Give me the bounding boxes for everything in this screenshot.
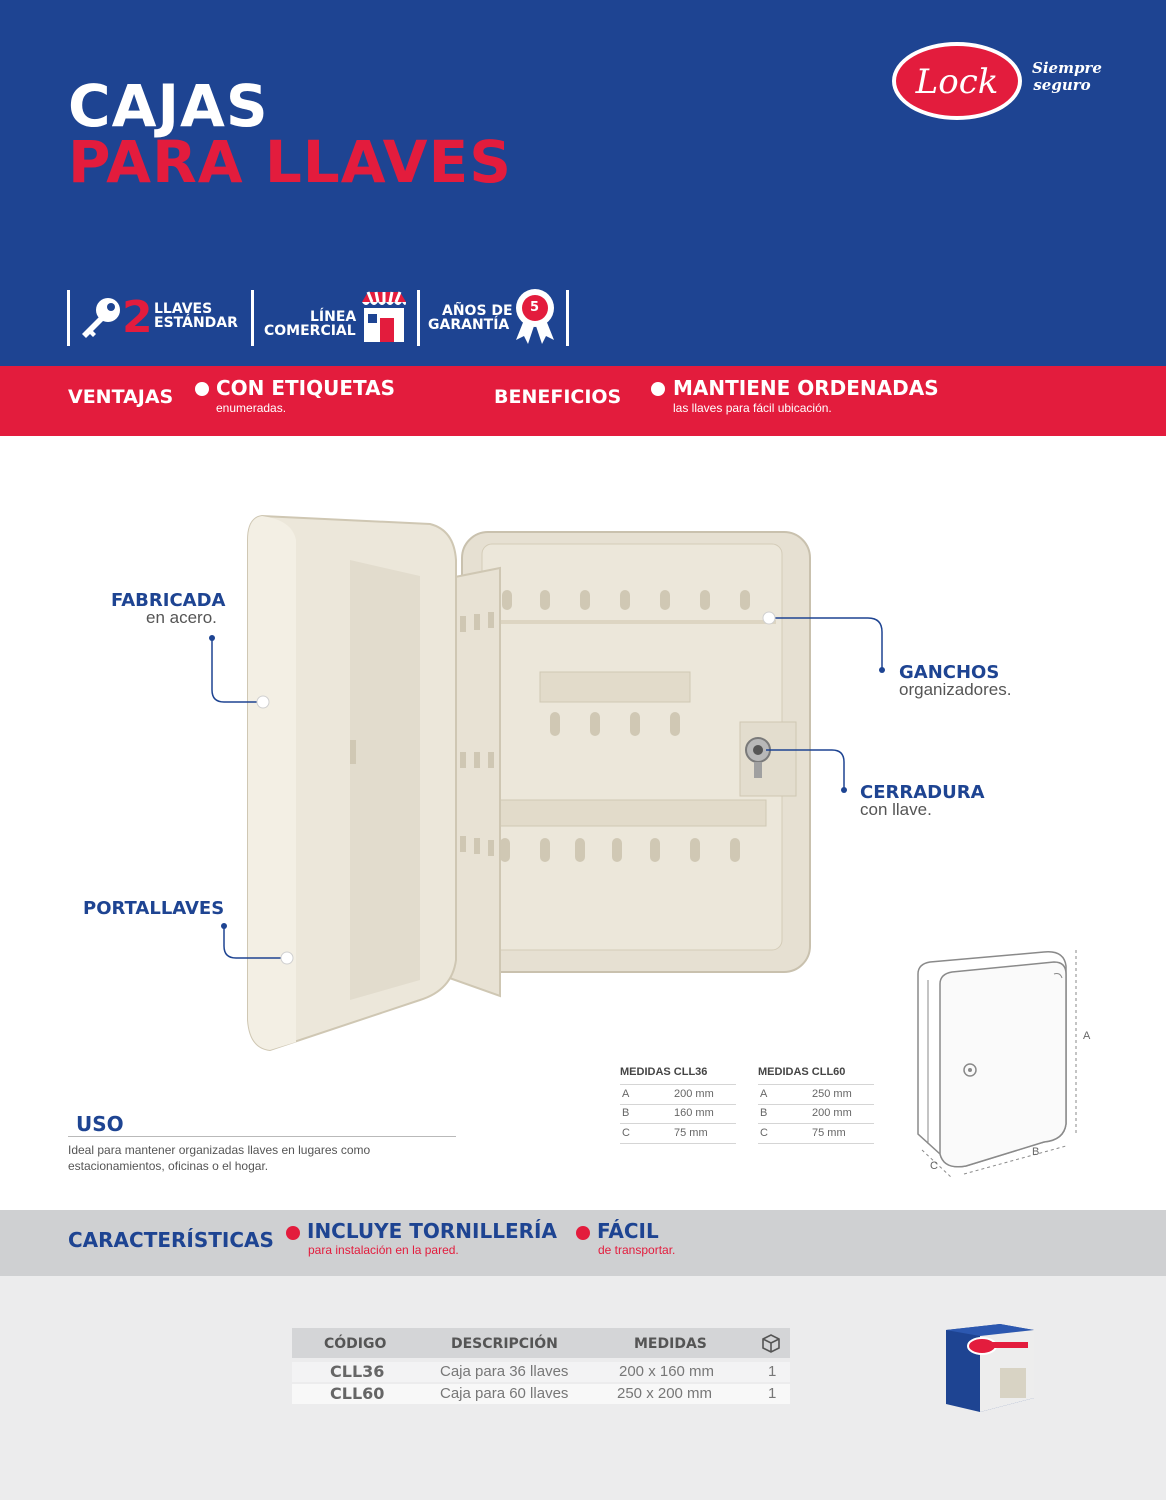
divider — [620, 1084, 736, 1085]
table-cell-desc: Caja para 36 llaves — [440, 1363, 569, 1380]
feature-keys-line2: ESTÁNDAR — [154, 315, 238, 331]
caracteristica-sub: para instalación en la pared. — [308, 1243, 459, 1257]
callout-cerradura-sub: con llave. — [860, 800, 932, 819]
feature-commercial-line2: COMERCIAL — [264, 323, 356, 339]
page-title-line1: CAJAS — [68, 72, 269, 140]
table-cell-size: 200 x 160 mm — [619, 1363, 715, 1380]
divider — [758, 1084, 874, 1085]
caracteristica-title: INCLUYE TORNILLERÍA — [307, 1219, 557, 1243]
uso-title: USO — [76, 1112, 124, 1136]
table-cell-desc: Caja para 60 llaves — [440, 1385, 569, 1402]
dim-label: B — [622, 1107, 630, 1119]
caracteristica-sub: de transportar. — [598, 1243, 676, 1257]
dim-value: 75 mm — [674, 1127, 708, 1139]
box-icon — [760, 1332, 782, 1354]
feature-keys-line1: LLAVES — [154, 301, 213, 317]
page-title-line2: PARA LLAVES — [68, 128, 512, 196]
table-cell-code: CLL36 — [330, 1362, 385, 1381]
beneficios-label: BENEFICIOS — [494, 386, 622, 408]
diagram-label-b: B — [1032, 1146, 1040, 1158]
divider — [620, 1123, 736, 1124]
divider — [68, 1136, 456, 1137]
divider — [758, 1123, 874, 1124]
callout-portallaves-title: PORTALLAVES — [83, 898, 225, 919]
product-package-image — [940, 1318, 1040, 1418]
table-header-codigo: CÓDIGO — [324, 1336, 387, 1352]
callout-fabricada-sub: en acero. — [146, 608, 217, 627]
brand-logo-text: Lock — [915, 62, 999, 102]
beneficios-title: MANTIENE ORDENADAS — [673, 376, 939, 400]
dim-value: 200 mm — [812, 1107, 852, 1119]
table-cell-qty: 1 — [768, 1385, 777, 1402]
dim-label: C — [760, 1127, 768, 1139]
bullet-dot — [576, 1226, 590, 1240]
bullet-dot — [286, 1226, 300, 1240]
slogan-line2: seguro — [1033, 76, 1091, 94]
dim-label: C — [622, 1127, 630, 1139]
callout-ganchos-sub: organizadores. — [899, 680, 1012, 699]
feature-warranty-years: 5 — [530, 300, 540, 315]
medidas-header: MEDIDAS CLL36 — [620, 1066, 708, 1078]
feature-warranty-line1: AÑOS DE — [442, 303, 513, 319]
dim-value: 250 mm — [812, 1088, 852, 1100]
divider — [620, 1104, 736, 1105]
dim-value: 160 mm — [674, 1107, 714, 1119]
dim-label: A — [760, 1088, 768, 1100]
divider — [758, 1143, 874, 1144]
table-cell-size: 250 x 200 mm — [617, 1385, 713, 1402]
uso-text: Ideal para mantener organizadas llaves en lugares como estacionamientos, oficinas o el hogar. — [68, 1143, 371, 1173]
table-header-descripcion: DESCRIPCIÓN — [451, 1336, 558, 1352]
medidas-header: MEDIDAS CLL60 — [758, 1066, 846, 1078]
dim-value: 200 mm — [674, 1088, 714, 1100]
caracteristica-title: FÁCIL — [597, 1219, 659, 1243]
table-cell-code: CLL60 — [330, 1384, 385, 1403]
divider — [620, 1143, 736, 1144]
ventajas-sub: enumeradas. — [216, 401, 287, 415]
dim-value: 75 mm — [812, 1127, 846, 1139]
callout-ganchos-title: GANCHOS — [899, 662, 1000, 683]
dimension-diagram — [904, 944, 1104, 1184]
beneficios-sub: las llaves para fácil ubicación. — [673, 401, 832, 415]
ventajas-title: CON ETIQUETAS — [216, 376, 396, 400]
callout-fabricada-title: FABRICADA — [111, 590, 226, 611]
dim-label: B — [760, 1107, 768, 1119]
callout-cerradura-title: CERRADURA — [860, 782, 985, 803]
slogan-line1: Siempre — [1032, 59, 1102, 77]
ventajas-label: VENTAJAS — [68, 386, 174, 408]
diagram-label-c: C — [930, 1160, 938, 1172]
dim-label: A — [622, 1088, 630, 1100]
feature-warranty-line2: GARANTÍA — [428, 317, 510, 333]
feature-keys-count: 2 — [122, 292, 153, 343]
divider — [758, 1104, 874, 1105]
table-cell-qty: 1 — [768, 1363, 777, 1380]
table-header-medidas: MEDIDAS — [634, 1336, 707, 1352]
caracteristicas-label: CARACTERÍSTICAS — [68, 1228, 274, 1252]
feature-commercial-line1: LÍNEA — [310, 309, 357, 325]
diagram-label-a: A — [1083, 1030, 1091, 1042]
